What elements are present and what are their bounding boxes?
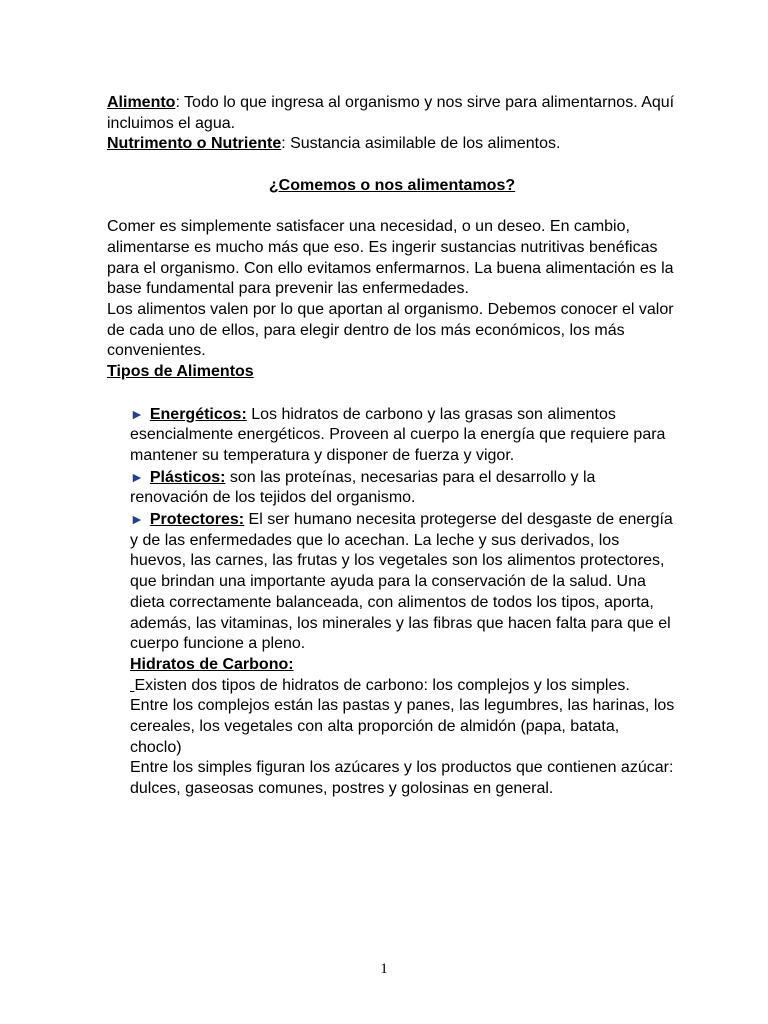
intro-paragraph-2: Los alimentos valen por lo que aportan al organismo. Debemos conocer el valor de cada uno de ellos, para elegir dentro de los más económicos, los más convenientes. <box>107 301 674 360</box>
tipo-term: Protectores: <box>149 511 245 529</box>
term-nutrimento: Nutrimento o Nutriente <box>107 135 282 153</box>
definition-alimento-text: : Todo lo que ingresa al organismo y nos sirve para alimentarnos. Aquí incluimos el agua. <box>107 94 675 132</box>
question-heading: ¿Comemos o nos alimentamos? <box>268 176 516 194</box>
hidratos-paragraph-2: Entre los complejos están las pastas y panes, las legumbres, las harinas, los cereales, los vegetales con alta proporción de almidón (papa, batata, choclo) <box>130 697 675 756</box>
definition-nutrimento <box>107 134 677 155</box>
definition-nutrimento-text: : Sustancia asimilable de los alimentos. <box>281 135 561 153</box>
intro-paragraph-1: Comer es simplemente satisfacer una necesidad, o un deseo. En cambio, alimentarse es mucho más que eso. Es ingerir sustancias nutritivas benéficas para el organismo. Con ello evitamos enfermarnos. La buena alimentación es la base fundamental para prevenir las enfermedades. <box>107 218 674 298</box>
tipo-term: Energéticos: <box>149 405 247 423</box>
tipo-text: El ser humano necesita protegerse del desgaste de energía y de las enfermedades que lo acechan. La leche y sus derivados, los huevos, las carnes, las frutas y los vegetales son los alimentos protectores, que brindan una importante ayuda para la conservación de la salud. Una dieta correctamente balanceada, con alimentos de todos los tipos, aporta, además, las vitaminas, los minerales y las fibras que hacen falta para que el cuerpo funcione a pleno. <box>130 511 673 653</box>
term-alimento: Alimento <box>107 94 176 111</box>
tipos-heading: Tipos de Alimentos <box>107 363 254 381</box>
hidratos-paragraph-3: Entre los simples figuran los azúcares y los productos que contienen azúcar: dulces, gaseosas comunes, postres y golosinas en general. <box>130 759 674 798</box>
tipo-protectores <box>130 509 675 655</box>
hidratos-paragraph-1 <box>130 676 675 697</box>
triangle-bullet-icon: ► <box>130 405 144 422</box>
hidratos-heading: Hidratos de Carbono: <box>130 655 294 673</box>
tipo-text: son las proteínas, necesarias para el desarrollo y la renovación de los tejidos del organismo. <box>130 468 596 507</box>
blank-line <box>107 155 677 176</box>
definition-alimento <box>107 93 677 134</box>
page-number: 1 <box>380 961 388 977</box>
document-body <box>107 93 677 800</box>
triangle-bullet-icon: ► <box>130 468 144 485</box>
tipo-term: Plásticos: <box>149 468 226 486</box>
tipo-plasticos <box>130 467 675 509</box>
hidratos-paragraph-1-text: Existen dos tipos de hidratos de carbono: los complejos y los simples. <box>134 676 630 694</box>
tipo-energeticos <box>130 404 675 467</box>
triangle-bullet-icon: ► <box>130 511 144 528</box>
blank-line <box>107 197 677 218</box>
tipo-text: Los hidratos de carbono y las grasas son alimentos esencialmente energéticos. Proveen al cuerpo la energía que requiere para mantener su temperatura y disponer de fuerza y vigor. <box>130 405 666 464</box>
blank-line <box>107 383 677 404</box>
